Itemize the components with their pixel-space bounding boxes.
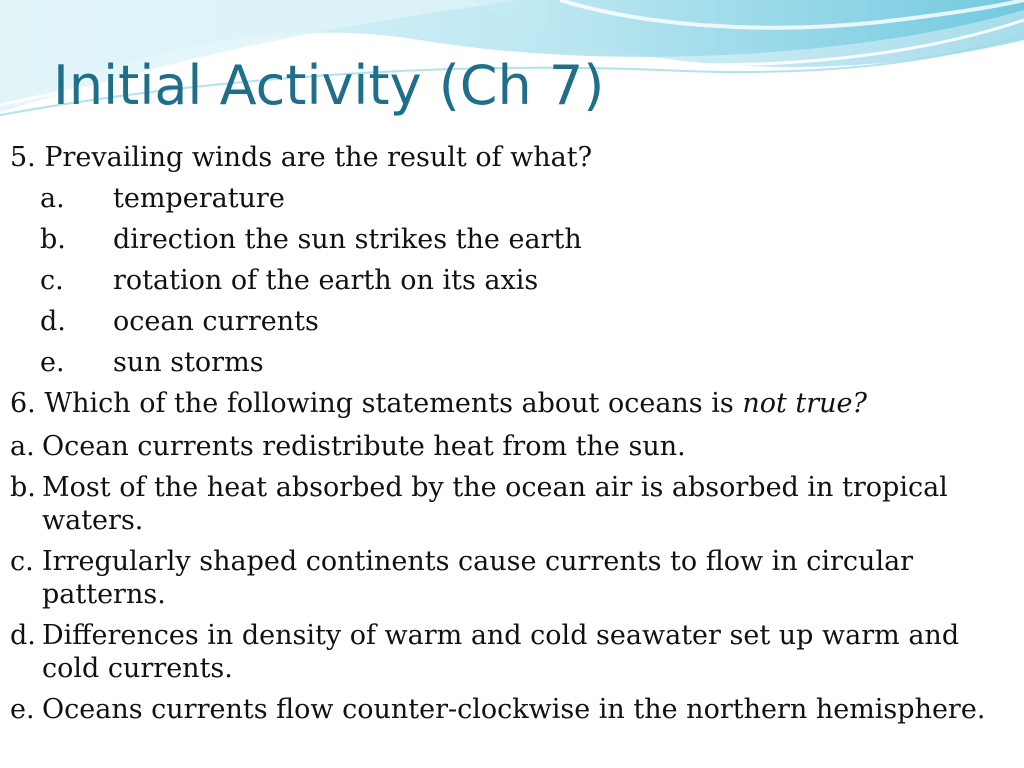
- option-letter: a.: [10, 431, 35, 462]
- question-6-option-a: [10, 424, 1015, 465]
- option-text: temperature: [113, 183, 285, 214]
- question-5-option-c: [10, 260, 1015, 301]
- option-text: Irregularly shaped continents cause currents to flow in circular patterns.: [42, 546, 914, 610]
- slide-title: Initial Activity (Ch 7): [53, 54, 605, 117]
- option-letter: a.: [40, 183, 65, 214]
- option-letter: c.: [40, 265, 64, 296]
- question-6-stem: [10, 383, 1015, 424]
- question-6-option-c: [10, 539, 1015, 613]
- question-6-option-e: [10, 687, 1015, 728]
- option-text: rotation of the earth on its axis: [113, 265, 539, 296]
- option-text: Most of the heat absorbed by the ocean air is absorbed in tropical waters.: [42, 472, 948, 536]
- question-5-stem: 5. Prevailing winds are the result of what?: [10, 142, 593, 173]
- question-5-option-a: [10, 178, 1015, 219]
- question-6-option-d: [10, 613, 1015, 687]
- option-text: sun storms: [113, 347, 264, 378]
- option-letter: c.: [10, 546, 34, 577]
- question-6-stem-emphasis: not true?: [742, 388, 868, 419]
- option-letter: d.: [10, 620, 36, 651]
- option-letter: e.: [10, 694, 35, 725]
- option-text: Oceans currents flow counter-clockwise in the northern hemisphere.: [42, 694, 986, 725]
- option-text: Differences in density of warm and cold seawater set up warm and cold currents.: [42, 620, 960, 684]
- question-5-option-e: [10, 342, 1015, 383]
- option-letter: b.: [10, 472, 36, 503]
- question-6-stem-text: 6. Which of the following statements about oceans is: [10, 388, 743, 419]
- option-letter: b.: [40, 224, 66, 255]
- option-text: ocean currents: [113, 306, 319, 337]
- option-letter: d.: [40, 306, 66, 337]
- question-5-option-b: [10, 219, 1015, 260]
- question-6-option-b: [10, 465, 1015, 539]
- option-letter: e.: [40, 347, 65, 378]
- option-text: Ocean currents redistribute heat from the sun.: [42, 431, 686, 462]
- question-5-option-d: [10, 301, 1015, 342]
- slide-body: [10, 137, 1015, 728]
- option-text: direction the sun strikes the earth: [113, 224, 582, 255]
